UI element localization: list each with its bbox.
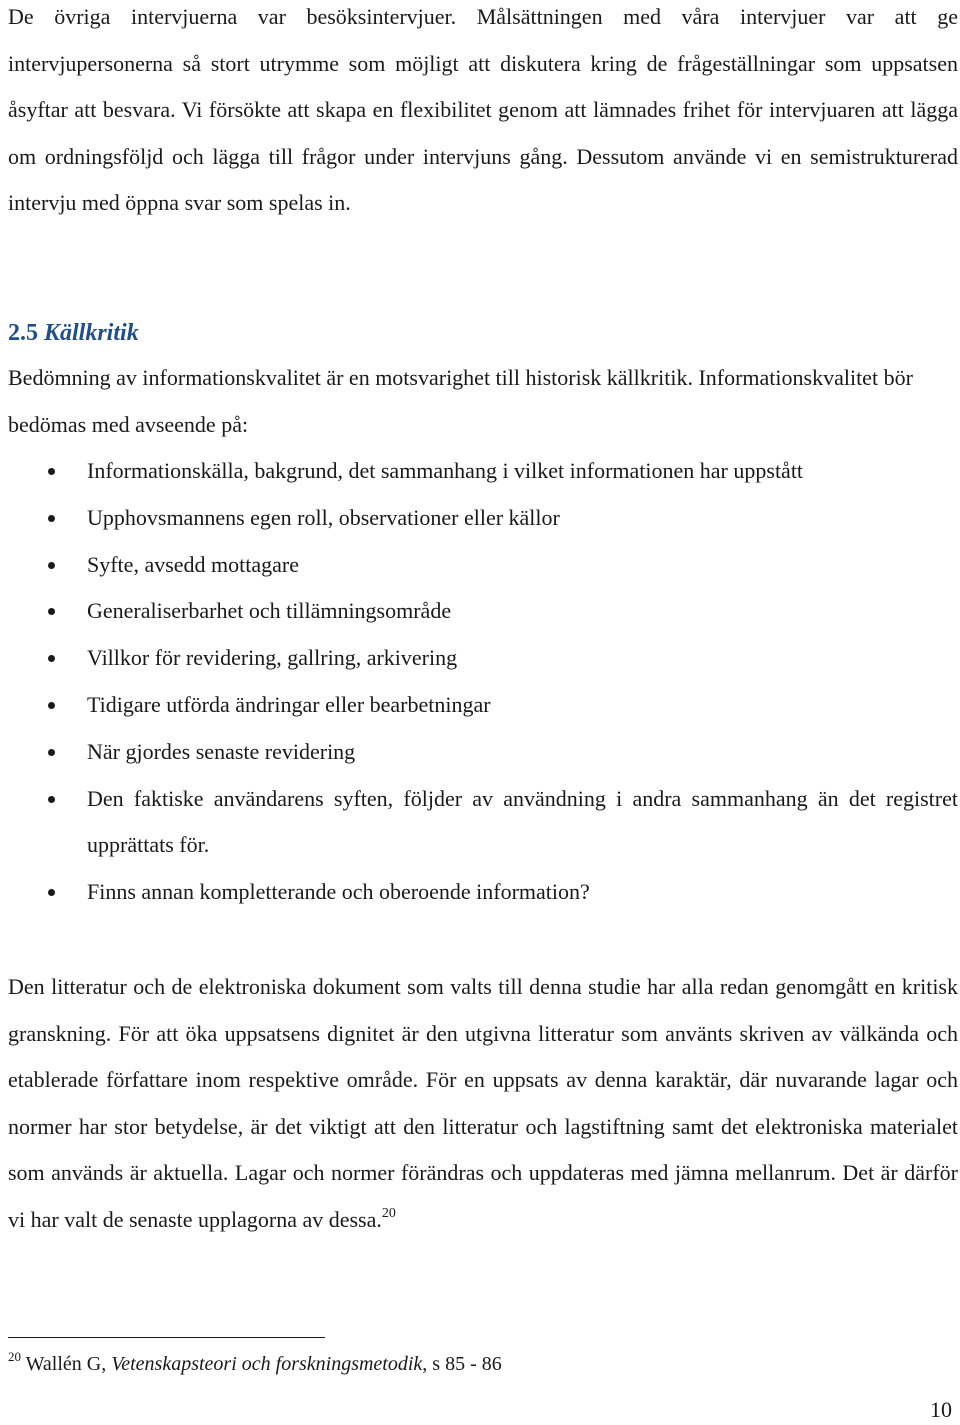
list-item [8, 448, 958, 495]
bullet-icon [48, 889, 55, 896]
list-item [8, 869, 958, 916]
footnote [8, 1349, 502, 1379]
body-paragraph-literature-text: Den litteratur och de elektroniska dokument som valts till denna studie har alla redan genomgått en kritisk granskning. För att öka uppsatsens dignitet är den utgivna litteratur som använts skriven av välkända och etablerade författare inom respektive område. För en uppsats av denna karaktär, där nuvarande lagar och normer har stor betydelse, är det viktigt att den litteratur och lagstiftning samt det elektroniska materialet som används är aktuella. Lagar och normer förändras och uppdateras med jämna mellanrum. Det är därför vi har valt de senaste upplagorna av dessa. [8, 974, 958, 1232]
list-item-text: Syfte, avsedd mottagare [87, 551, 299, 577]
list-item-text: Finns annan kompletterande och oberoende information? [87, 879, 590, 905]
section-heading [8, 310, 139, 356]
bullet-icon [48, 702, 55, 709]
list-item [8, 495, 958, 542]
body-paragraph-literature [8, 964, 958, 1243]
bullet-icon [48, 562, 55, 569]
list-item-text: Villkor för revidering, gallring, arkivering [87, 645, 458, 671]
list-item [8, 542, 958, 589]
list-item [8, 729, 958, 776]
list-item-text: När gjordes senaste revidering [87, 738, 356, 764]
bullet-icon [48, 796, 55, 803]
footnote-number: 20 [8, 1349, 21, 1364]
list-item [8, 682, 958, 729]
list-item [8, 588, 958, 635]
bullet-icon [48, 655, 55, 662]
list-item [8, 635, 958, 682]
bullet-icon [48, 749, 55, 756]
footnote-divider [8, 1337, 325, 1338]
body-paragraph-interviews: De övriga intervjuerna var besöksintervjuer. Målsättningen med våra intervjuer var att ge intervjupersonerna så stort utrymme som möjligt att diskutera kring de frågeställningar som uppsatsen åsyftar att besvara. Vi försökte att skapa en flexibilitet genom att lämnades frihet för intervjuaren att lägga om ordningsföljd och lägga till frågor under intervjuns gång. Dessutom använde vi en semistrukturerad intervju med öppna svar som spelas in. [8, 4, 958, 215]
list-item-text: Upphovsmannens egen roll, observationer eller källor [87, 504, 560, 530]
page-number: 10 [930, 1397, 952, 1422]
body-paragraph-information-quality: Bedömning av informationskvalitet är en motsvarighet till historisk källkritik. Informationskvalitet bör bedömas med avseende på: [8, 365, 913, 437]
section-number: 2.5 [8, 320, 38, 346]
bullet-icon [48, 468, 55, 475]
footnote-title: Vetenskapsteori och forskningsmetodik [111, 1353, 423, 1375]
footnote-author: Wallén G, [25, 1353, 107, 1375]
footnote-reference[interactable]: 20 [381, 1205, 396, 1221]
bullet-icon [48, 608, 55, 615]
section-title: Källkritik [44, 320, 139, 346]
criteria-bullet-list [8, 448, 958, 916]
list-item-text: Generaliserbarhet och tillämningsområde [87, 598, 452, 624]
list-item-text: Den faktiske användarens syften, följder av användning i andra sammanhang än det registret upprättats för. [87, 785, 958, 858]
list-item [8, 776, 958, 870]
bullet-icon [48, 515, 55, 522]
footnote-pages: , s 85 - 86 [422, 1353, 502, 1375]
list-item-text: Informationskälla, bakgrund, det sammanhang i vilket informationen har uppstått [87, 458, 804, 483]
list-item-text: Tidigare utförda ändringar eller bearbetningar [87, 691, 491, 717]
